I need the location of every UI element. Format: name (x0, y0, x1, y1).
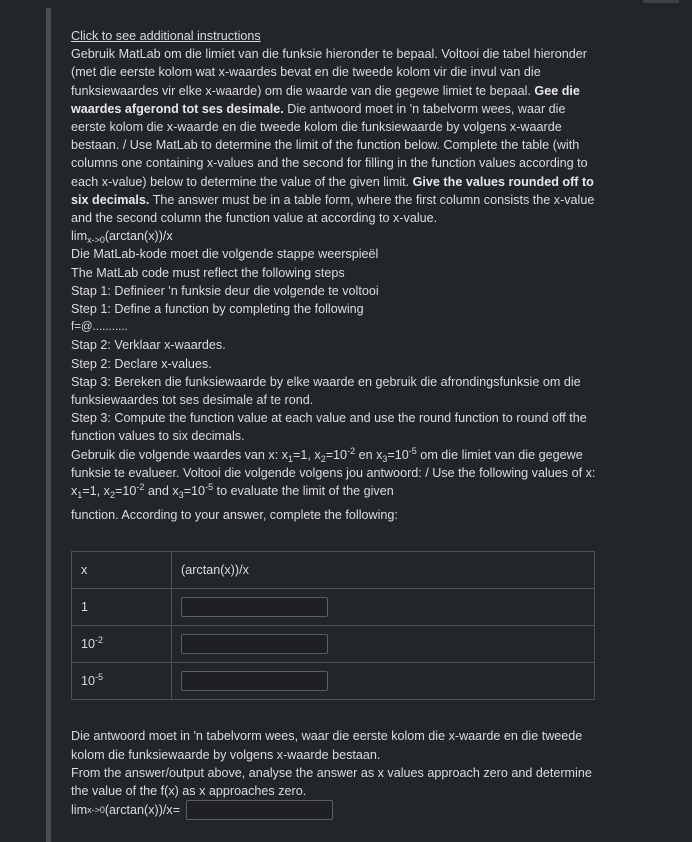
xvalues-paragraph: Gebruik die volgende waardes van x: $x_1=1$, $x_2=10^{-2}$ en $x_3=10^{-5}$ om die limiet van die gegewe funksie te evalueer. Voltooi die volgende volgens jou antwoord: / Use the following values of x: $x_1=1$, $x_2=10^{-2}$ and $x_3=10^{-5}$ to evaluate the limit of the given (71, 445, 596, 501)
table-row (72, 626, 595, 663)
header-x: x (72, 552, 172, 589)
x-value-cell: 1 (72, 589, 172, 626)
step1-af: Stap 1: Definieer 'n funksie deur die volgende te voltooi (71, 283, 379, 298)
intro-en-bold: Give the values rounded off to six decimals. (71, 174, 594, 207)
final-limit-row: lim x->0 (arctan(x))/x = (71, 800, 596, 820)
intro-mixed-text: Die antwoord moet in 'n tabelvorm wees, waar die eerste kolom die x-waarde en die tweede kolom die funksiewaarde by volgens x-waarde bestaan. / Use MatLab to determine the limit of the function below. Complete the table (with columns one containing x-values and the second for filling in the function values according to each x-value) below to determine the value of the given limit. (71, 101, 588, 189)
limit-subscript: x->0 (87, 235, 105, 246)
function-value-cell (172, 589, 595, 626)
answer-table (71, 551, 595, 700)
final-limit-function: (arctan(x))/x (104, 803, 173, 818)
step3-af: Stap 3: Bereken die funksiewaarde by elke waarde en gebruik die afrondingsfunksie om die funksiewaardes tot ses desimale af te rond. (71, 374, 581, 408)
header-function: (arctan(x))/x (172, 552, 595, 589)
final-limit-prefix: lim (71, 803, 88, 818)
table-header-row (72, 552, 595, 589)
steps-intro-af: Die MatLab-kode moet die volgende stappe weerspieël (71, 247, 379, 262)
left-accent-bar (46, 8, 51, 842)
limit-prefix: lim (71, 229, 88, 244)
step1-en: Step 1: Define a function by completing the following (71, 302, 364, 317)
step3-en: Step 3: Compute the function value at each value and use the round function to round off the function values to six decimals. (71, 411, 587, 444)
xvalues-closing: function. According to your answer, complete the following: (71, 508, 398, 523)
function-value-input-row3[interactable] (181, 671, 328, 691)
table-row (72, 663, 595, 700)
limit-expression (71, 227, 596, 245)
after-table-section (71, 727, 596, 820)
limit-function: (arctan(x))/x (104, 229, 173, 244)
after-af-text: Die antwoord moet in 'n tabelvorm wees, waar die eerste kolom die x-waarde en die tweede kolom die funksiewaarde by volgens x-waarde bestaan. (71, 729, 583, 762)
x-value-cell: $10^{-5}$ (72, 663, 172, 700)
function-value-input-row1[interactable] (181, 597, 328, 617)
step2-en: Step 2: Declare x-values. (71, 356, 212, 371)
x-value-cell: $10^{-2}$ (72, 626, 172, 663)
limit-answer-input[interactable] (186, 800, 333, 820)
top-right-tab[interactable] (643, 0, 679, 3)
table-row (72, 589, 595, 626)
intro-paragraph (71, 45, 596, 227)
final-equals: = (172, 803, 181, 818)
step2-af: Stap 2: Verklaar x-waardes. (71, 338, 226, 353)
intro-af-text: Gebruik MatLab om die limiet van die funksie hieronder te bepaal. Voltooi die tabel hieronder (met die eerste kolom wat x-waardes bevat en die tweede kolom vir die invul van die funksiewaardes vir elke x-waarde) om die waarde van die gegewe limiet te bepaal. (71, 47, 587, 98)
steps-intro-en: The MatLab code must reflect the following steps (71, 265, 345, 280)
additional-instructions-link[interactable]: Click to see additional instructions (71, 29, 261, 43)
after-en-text: From the answer/output above, analyse the answer as x values approach zero and determine the value of the f(x) as x approaches zero. (71, 765, 592, 799)
question-content (71, 27, 596, 820)
intro-af-bold: Gee die waardes afgerond tot ses desimale. (71, 83, 580, 116)
function-definition-hint: f=@........... (71, 321, 128, 334)
function-value-cell (172, 663, 595, 700)
function-value-input-row2[interactable] (181, 634, 328, 654)
function-value-cell (172, 626, 595, 663)
intro-en-rest: The answer must be in a table form, where the first column consists the x-value and the second column the function value at according to x-value. (71, 192, 595, 226)
